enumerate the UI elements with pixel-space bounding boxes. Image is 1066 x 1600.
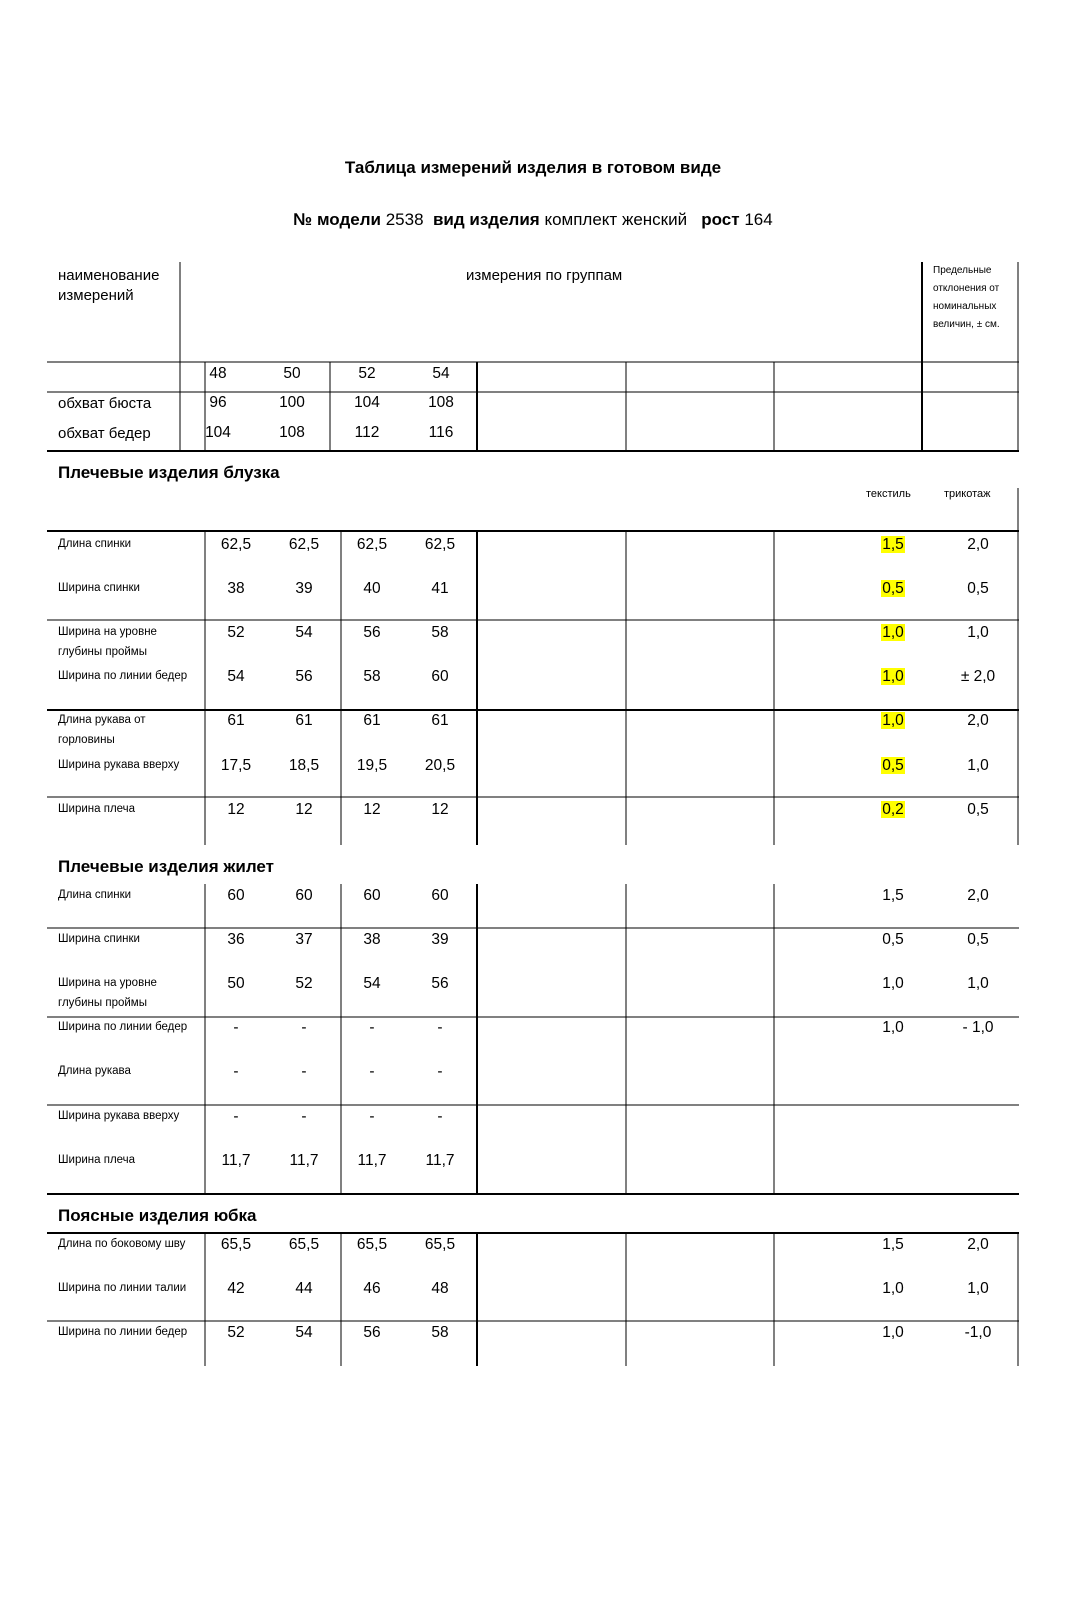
row-value: 39 xyxy=(431,931,449,948)
textile-tolerance xyxy=(873,887,913,905)
textile-tolerance xyxy=(873,1324,913,1342)
base-row-value: 104 xyxy=(205,424,231,441)
row-value: 54 xyxy=(295,1324,313,1341)
textile-column-header: текстиль xyxy=(866,488,911,500)
section-title: Поясные изделия юбка xyxy=(58,1206,257,1225)
row-value: 52 xyxy=(227,624,245,641)
model-label: № модели xyxy=(293,210,381,229)
row-value: 61 xyxy=(295,712,313,729)
row-value: 44 xyxy=(295,1280,313,1297)
row-label: Длина спинки xyxy=(58,538,132,550)
row-label: Ширина плеча xyxy=(58,803,136,815)
row-value: 36 xyxy=(227,931,245,948)
section-title: Плечевые изделия жилет xyxy=(58,857,274,876)
knit-tolerance: 2,0 xyxy=(967,712,989,729)
row-label: Ширина спинки xyxy=(58,933,140,945)
page-title: Таблица измерений изделия в готовом виде xyxy=(344,158,722,177)
row-value: 54 xyxy=(227,668,245,685)
row-value: 48 xyxy=(431,1280,449,1297)
knit-tolerance: 0,5 xyxy=(967,801,989,818)
textile-tolerance-value: 1,5 xyxy=(882,1236,904,1253)
row-label: Ширина по линии бедер xyxy=(58,670,188,682)
row-value: 60 xyxy=(227,887,245,904)
row-value: 12 xyxy=(227,801,245,818)
row-value: - xyxy=(233,1108,239,1125)
knit-tolerance: 1,0 xyxy=(967,1280,989,1297)
row-value: 42 xyxy=(227,1280,245,1297)
base-row-value: 96 xyxy=(209,394,227,411)
row-value: 52 xyxy=(295,975,313,992)
row-value: 39 xyxy=(295,580,313,597)
row-value: 12 xyxy=(431,801,449,818)
textile-tolerance-value: 1,0 xyxy=(882,712,904,729)
row-value: 38 xyxy=(227,580,245,597)
base-row-value: 108 xyxy=(428,394,454,411)
row-label: Длина рукава xyxy=(58,1065,131,1077)
knit-tolerance: 1,0 xyxy=(967,757,989,774)
groups-header: измерения по группам xyxy=(466,267,623,284)
row-value: 62,5 xyxy=(356,536,388,553)
size-header: 48 xyxy=(209,365,227,382)
textile-tolerance-value: 1,0 xyxy=(882,1324,904,1341)
row-value: 11,7 xyxy=(425,1152,455,1169)
row-value: 58 xyxy=(431,624,449,641)
textile-tolerance-value: 0,5 xyxy=(882,580,904,597)
row-value: - xyxy=(301,1063,307,1080)
row-value: 54 xyxy=(295,624,313,641)
textile-tolerance xyxy=(873,801,913,819)
knit-tolerance: 0,5 xyxy=(967,931,989,948)
row-label: Ширина рукава вверху xyxy=(58,759,180,771)
row-value: 61 xyxy=(363,712,381,729)
textile-tolerance xyxy=(873,1236,913,1254)
base-row-value: 104 xyxy=(354,394,380,411)
row-value: - xyxy=(437,1019,443,1036)
row-value: 65,5 xyxy=(288,1236,320,1253)
row-value: 62,5 xyxy=(424,536,456,553)
row-value: 52 xyxy=(227,1324,245,1341)
textile-tolerance-value: 0,5 xyxy=(882,931,904,948)
row-value: - xyxy=(369,1108,375,1125)
row-value: 17,5 xyxy=(220,757,252,774)
row-label: Ширина на уровне глубины проймы xyxy=(58,626,157,658)
row-value: - xyxy=(233,1063,239,1080)
row-label: Ширина на уровне глубины проймы xyxy=(58,977,157,1009)
row-value: 62,5 xyxy=(220,536,252,553)
row-value: 56 xyxy=(431,975,449,992)
row-value: 56 xyxy=(363,1324,381,1341)
knit-tolerance: 0,5 xyxy=(967,580,989,597)
knit-column-header: трикотаж xyxy=(944,488,991,500)
row-label: Ширина по линии талии xyxy=(58,1282,187,1294)
knit-tolerance: 2,0 xyxy=(967,536,989,553)
knit-tolerance: 1,0 xyxy=(967,624,989,641)
row-value: 58 xyxy=(363,668,381,685)
textile-tolerance-value: 1,0 xyxy=(882,1019,904,1036)
row-value: 60 xyxy=(363,887,381,904)
row-value: 12 xyxy=(363,801,381,818)
textile-tolerance xyxy=(873,624,913,642)
row-value: 60 xyxy=(431,668,449,685)
row-value: 62,5 xyxy=(288,536,320,553)
row-value: - xyxy=(437,1108,443,1125)
row-value: 40 xyxy=(363,580,381,597)
knit-tolerance: - 1,0 xyxy=(962,1019,994,1036)
row-value: 56 xyxy=(363,624,381,641)
row-value: 65,5 xyxy=(356,1236,388,1253)
size-header: 52 xyxy=(358,365,376,382)
row-value: 18,5 xyxy=(288,757,320,774)
row-value: 60 xyxy=(431,887,449,904)
knit-tolerance: 1,0 xyxy=(967,975,989,992)
row-value: 12 xyxy=(295,801,313,818)
row-value: 11,7 xyxy=(357,1152,387,1169)
textile-tolerance xyxy=(873,1019,913,1037)
textile-tolerance xyxy=(873,931,913,949)
row-value: 61 xyxy=(227,712,245,729)
base-row-value: 116 xyxy=(428,424,454,441)
row-value: 65,5 xyxy=(424,1236,456,1253)
textile-tolerance-value: 1,0 xyxy=(882,975,904,992)
base-row-value: 108 xyxy=(279,424,305,441)
row-label: Длина спинки xyxy=(58,889,132,901)
knit-tolerance: 2,0 xyxy=(967,1236,989,1253)
row-value: 19,5 xyxy=(356,757,388,774)
row-value: - xyxy=(301,1019,307,1036)
row-value: - xyxy=(301,1108,307,1125)
row-value: 11,7 xyxy=(289,1152,319,1169)
textile-tolerance xyxy=(873,975,913,993)
size-header: 50 xyxy=(283,365,301,382)
textile-tolerance-value: 1,5 xyxy=(882,887,904,904)
base-row-label: обхват бюста xyxy=(58,395,152,412)
base-row-value: 112 xyxy=(354,424,380,441)
section-title: Плечевые изделия блузка xyxy=(58,463,280,482)
height-label: рост xyxy=(701,210,740,229)
textile-tolerance-value: 1,5 xyxy=(882,536,904,553)
row-value: - xyxy=(233,1019,239,1036)
knit-tolerance: ± 2,0 xyxy=(960,668,996,685)
textile-tolerance xyxy=(873,712,913,730)
row-label: Ширина спинки xyxy=(58,582,140,594)
row-value: 56 xyxy=(295,668,313,685)
row-value: 37 xyxy=(295,931,313,948)
row-value: 50 xyxy=(227,975,245,992)
tolerance-header: Предельные отклонения от номинальных величин, ± см. xyxy=(933,265,1000,330)
row-label: Ширина по линии бедер xyxy=(58,1326,188,1338)
knit-tolerance: 2,0 xyxy=(967,887,989,904)
row-value: 11,7 xyxy=(221,1152,251,1169)
textile-tolerance-value: 1,0 xyxy=(882,668,904,685)
row-value: 60 xyxy=(295,887,313,904)
row-value: - xyxy=(369,1063,375,1080)
textile-tolerance xyxy=(873,1280,913,1298)
base-row-label: обхват бедер xyxy=(58,425,151,442)
size-header: 54 xyxy=(432,365,450,382)
row-label: Ширина плеча xyxy=(58,1154,136,1166)
knit-tolerance: -1,0 xyxy=(964,1324,992,1341)
textile-tolerance-value: 1,0 xyxy=(882,624,904,641)
row-value: - xyxy=(437,1063,443,1080)
row-label: Длина рукава от горловины xyxy=(58,714,146,746)
textile-tolerance-value: 0,5 xyxy=(882,757,904,774)
row-value: 65,5 xyxy=(220,1236,252,1253)
textile-tolerance xyxy=(873,580,913,598)
textile-tolerance xyxy=(873,757,913,775)
row-label: Ширина рукава вверху xyxy=(58,1110,180,1122)
row-value: 46 xyxy=(363,1280,381,1297)
textile-tolerance-value: 1,0 xyxy=(882,1280,904,1297)
row-value: 54 xyxy=(363,975,381,992)
textile-tolerance xyxy=(873,668,913,686)
kind-value: комплект женский xyxy=(544,210,688,229)
name-column-header: наименование измерений xyxy=(58,267,160,304)
textile-tolerance xyxy=(873,536,913,554)
base-row-value: 100 xyxy=(279,394,305,411)
row-value: - xyxy=(369,1019,375,1036)
row-value: 38 xyxy=(363,931,381,948)
textile-tolerance-value: 0,2 xyxy=(882,801,904,818)
model-number: 2538 xyxy=(385,210,424,229)
row-value: 41 xyxy=(431,580,449,597)
height-value: 164 xyxy=(744,210,773,229)
row-value: 58 xyxy=(431,1324,449,1341)
kind-label: вид изделия xyxy=(432,210,540,229)
row-value: 20,5 xyxy=(424,757,456,774)
row-label: Длина по боковому шву xyxy=(58,1238,186,1250)
row-value: 61 xyxy=(431,712,449,729)
row-label: Ширина по линии бедер xyxy=(58,1021,188,1033)
